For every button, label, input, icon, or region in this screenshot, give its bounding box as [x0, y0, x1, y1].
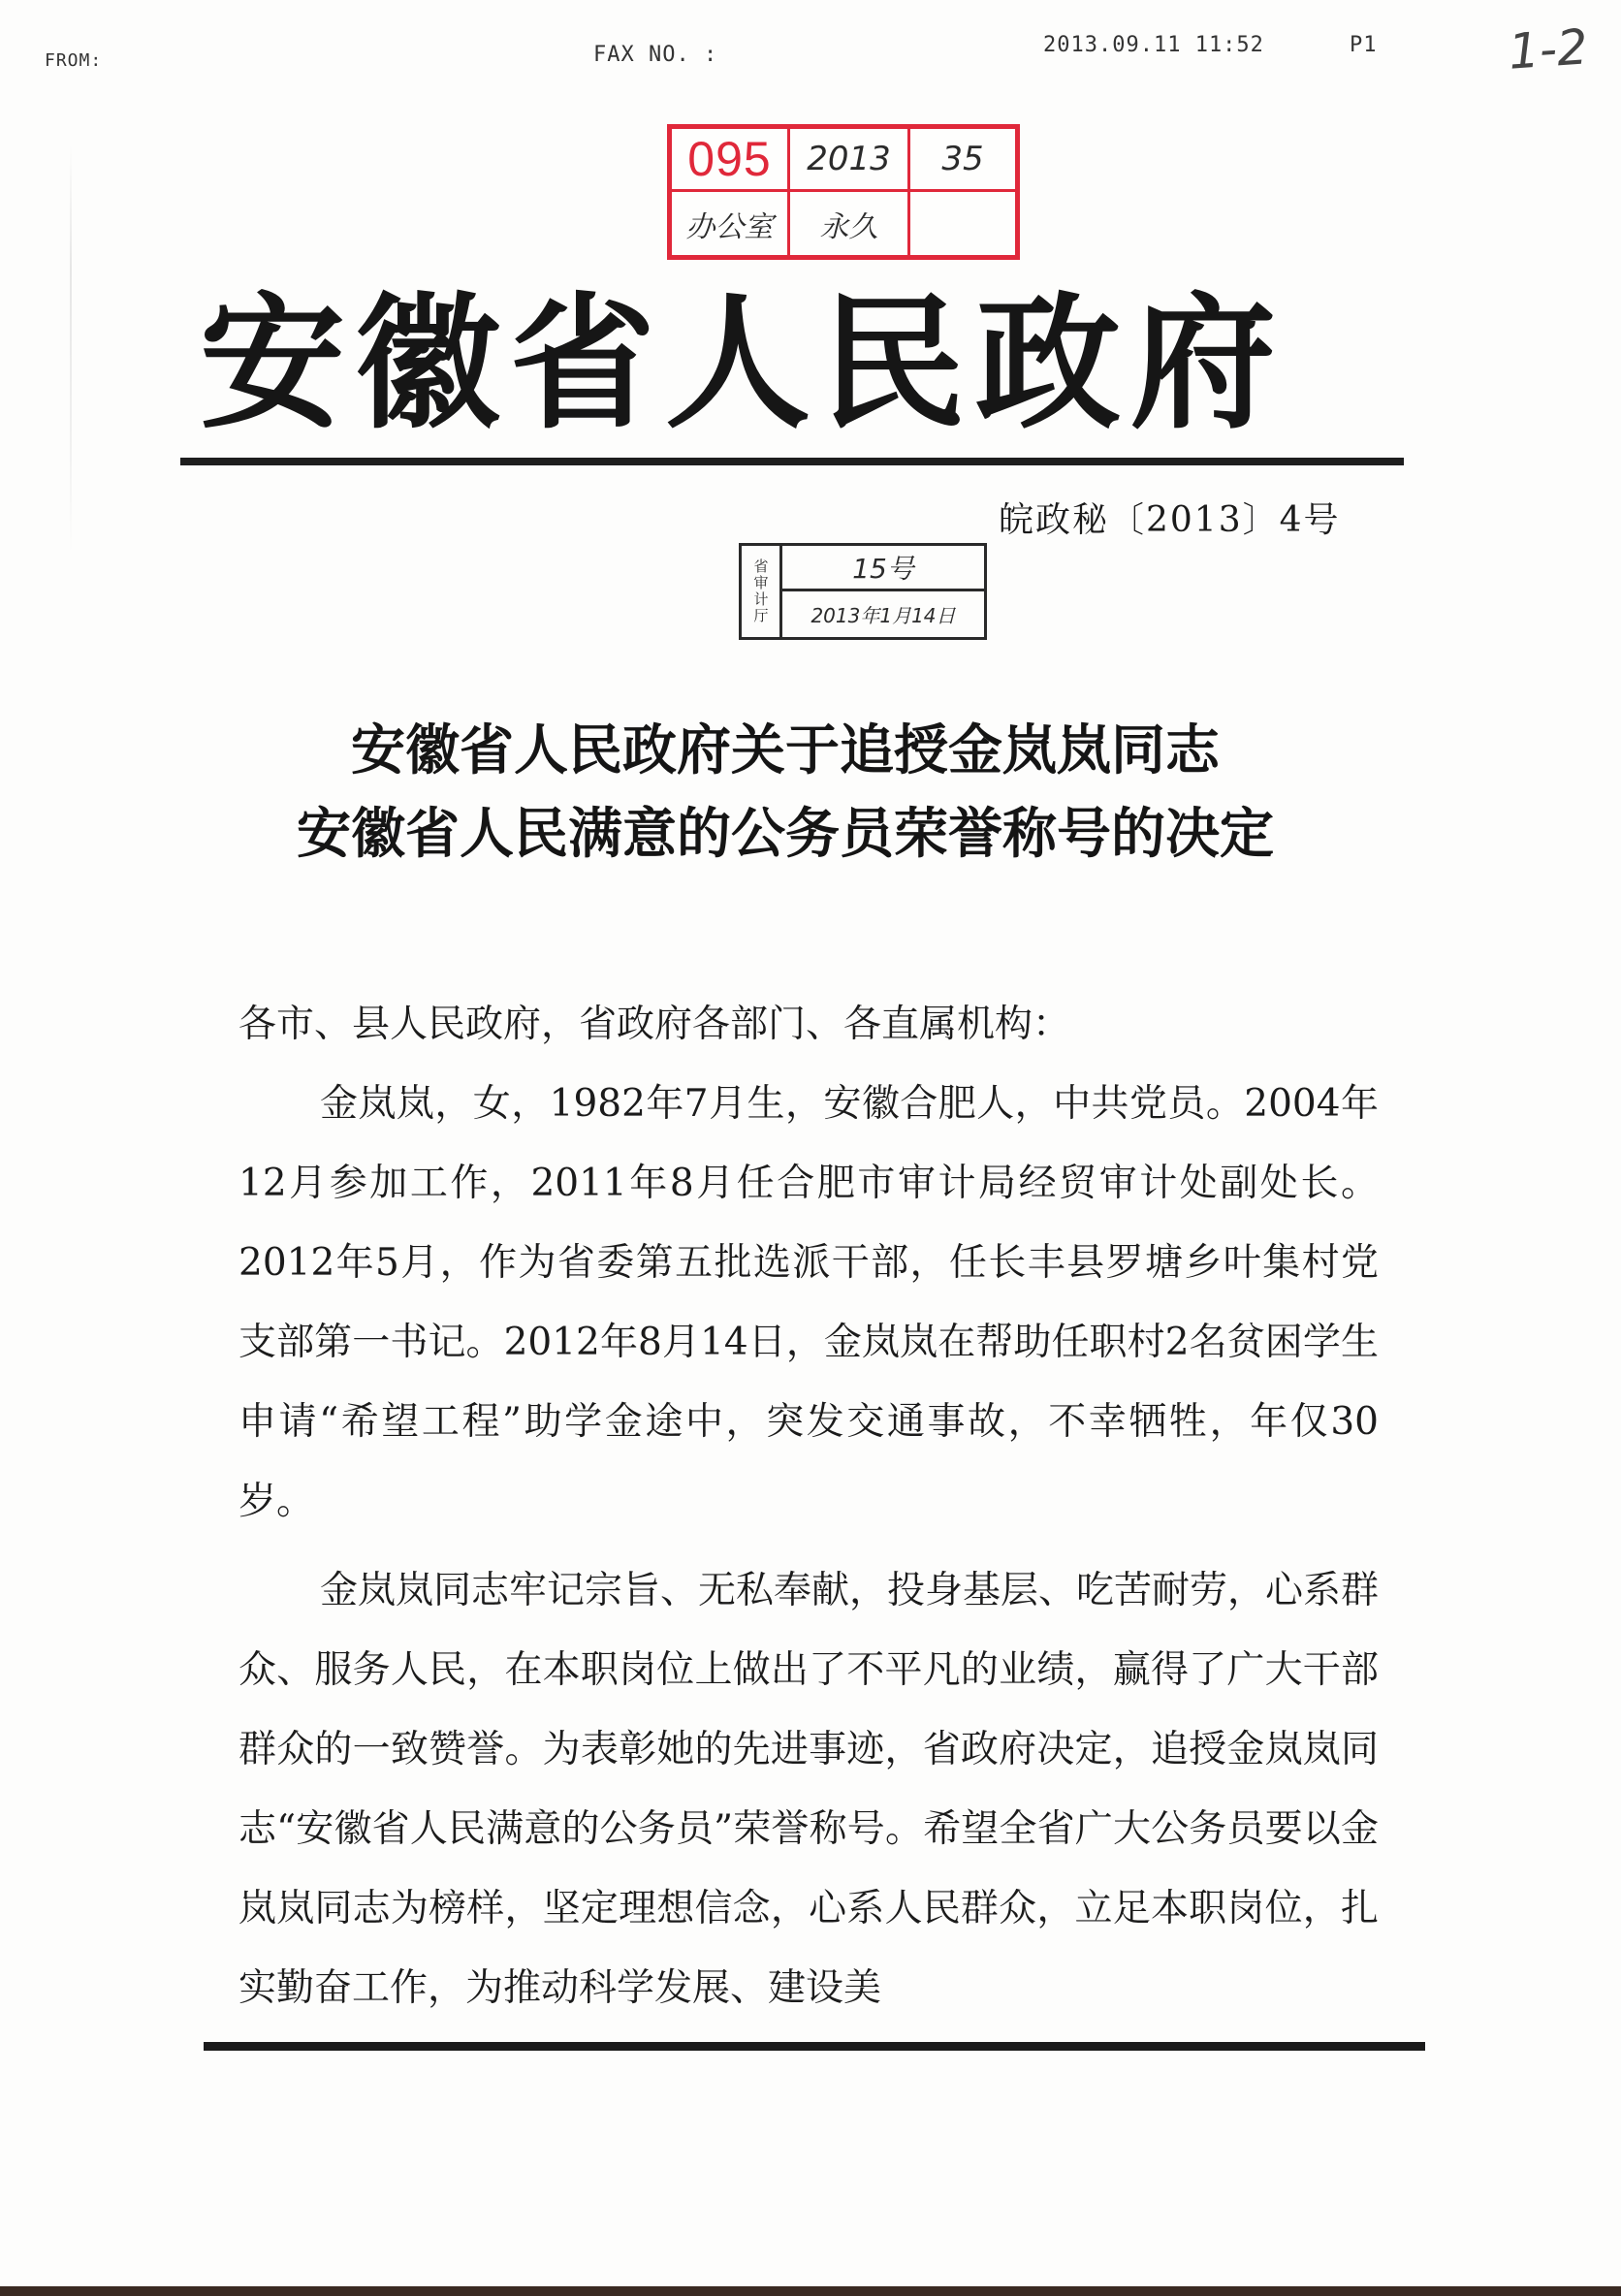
received-stamp-label: 省审计厅 — [742, 546, 782, 637]
body-paragraph-2: 金岚岚同志牢记宗旨、无私奉献，投身基层、吃苦耐劳，心系群众、服务人民，在本职岗位上做出了不平凡的业绩，赢得了广大干部群众的一致赞誉。为表彰她的先进事迹，省政府决定，追授金岚岚同志“安徽省人民满意的公务员”荣誉称号。希望全省广大公务员要以金岚岚同志为榜样，坚定理想信念，心系人民群众，立足本职岗位，扎实勤奋工作，为推动科学发展、建设美 — [238, 1569, 1380, 2010]
archive-stamp-year-cell — [790, 129, 910, 192]
body-paragraph-1: 金岚岚，女，1982年7月生，安徽合肥人，中共党员。2004年12月参加工作，2011年8月任合肥市审计局经贸审计处副处长。2012年5月，作为省委第五批选派干部，任长丰县罗塘乡叶集村党支部第一书记。2012年8月14日，金岚岚在帮助任职村2名贫困学生申请“希望工程”助学金途中，突发交通事故，不幸牺牲，年仅30岁。 — [238, 1082, 1379, 1523]
archive-stamp-number-cell — [672, 129, 790, 192]
archive-stamp-retention: 永久 — [819, 209, 878, 244]
received-stamp-date-cell — [782, 591, 984, 637]
footer-rule — [204, 2042, 1425, 2051]
archive-stamp — [667, 124, 1020, 260]
salutation: 各市、县人民政府，省政府各部门、各直属机构： — [238, 1003, 1071, 1046]
archive-stamp-office-cell — [672, 192, 790, 255]
received-stamp-date: 2013年1月14日 — [810, 604, 956, 627]
fax-number: FAX NO. : — [593, 43, 718, 67]
issuer-heading: 安徽省人民政府 — [199, 278, 1286, 449]
document-number: 皖政秘〔2013〕4号 — [999, 500, 1341, 540]
archive-stamp-item-cell — [910, 129, 1015, 192]
fax-datetime: 2013.09.11 11:52 — [1043, 33, 1264, 57]
fax-page: P1 — [1350, 33, 1378, 57]
received-stamp-serial: 15号 — [852, 553, 914, 585]
archive-stamp-retention-cell — [790, 192, 910, 255]
header-rule — [180, 458, 1404, 465]
fax-from: FROM: — [45, 50, 103, 71]
archive-stamp-item: 35 — [941, 140, 984, 178]
archive-stamp-office: 办公室 — [685, 209, 774, 244]
document-title-line-2: 安徽省人民满意的公务员荣誉称号的决定 — [297, 803, 1274, 866]
archive-stamp-number: 095 — [687, 132, 772, 186]
scan-artifact — [70, 145, 72, 553]
scan-edge — [0, 2286, 1621, 2296]
archive-stamp-blank-cell — [910, 192, 1015, 255]
received-stamp-serial-cell — [782, 546, 984, 591]
document-title-line-1: 安徽省人民政府关于追授金岚岚同志 — [351, 719, 1220, 782]
document-body — [238, 985, 1379, 2028]
archive-stamp-year: 2013 — [807, 140, 891, 178]
handwritten-page-note: 1-2 — [1507, 18, 1590, 80]
received-stamp — [739, 543, 987, 640]
